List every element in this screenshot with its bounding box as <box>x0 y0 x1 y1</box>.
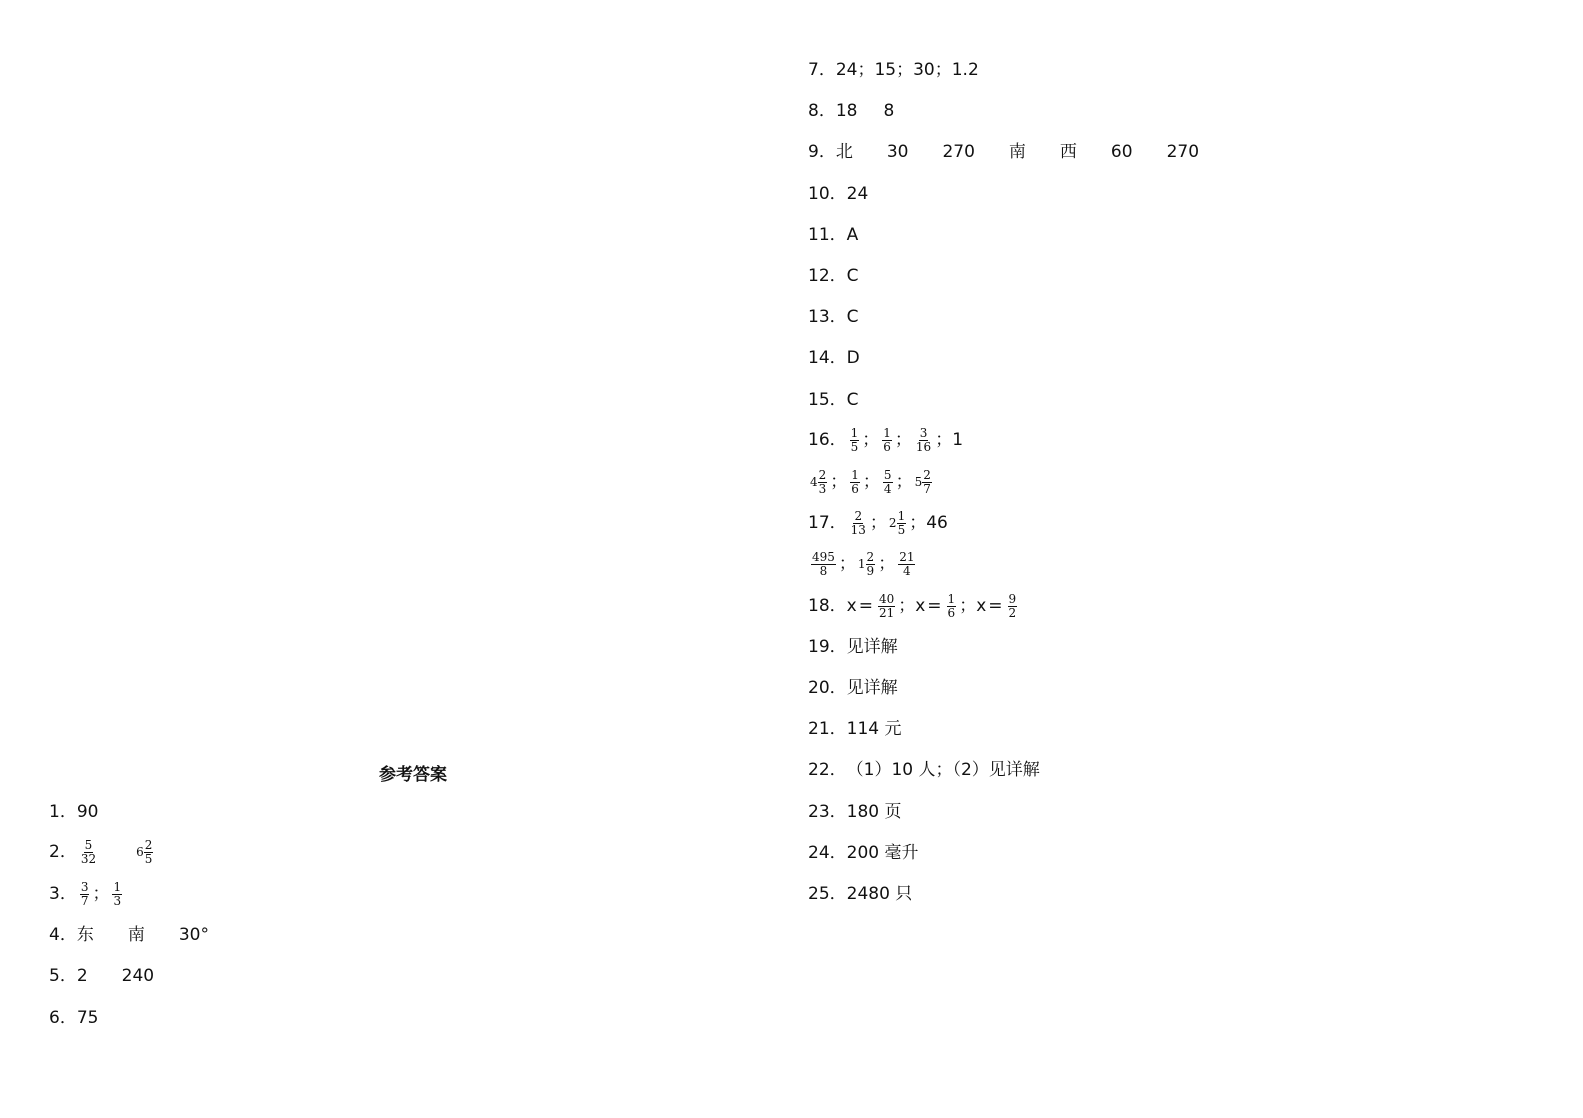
answer-part: 60 <box>1110 142 1133 162</box>
mixed-number: 1 $\frac{2}{9}$ <box>857 549 875 578</box>
mixed-number: 6 $\frac{2}{5}$ <box>136 837 153 866</box>
answer-12 <box>808 262 859 290</box>
answer-number: 6． <box>49 1008 77 1028</box>
answer-22 <box>808 756 1040 784</box>
answer-text: 180 页 <box>846 802 902 822</box>
answer-11 <box>808 221 858 249</box>
answer-number: 16． <box>808 430 847 450</box>
separator: ； <box>862 430 880 450</box>
answer-number: 5． <box>49 966 77 986</box>
answer-number: 17． <box>808 513 847 533</box>
answer-text: C <box>846 266 859 286</box>
answer-23 <box>808 798 902 826</box>
answer-16 <box>808 426 963 454</box>
answer-number: 7． <box>808 60 836 80</box>
answer-8 <box>808 97 894 125</box>
fraction: $\frac{3}{16}$ <box>915 425 932 454</box>
answer-5 <box>49 962 154 990</box>
answer-13 <box>808 303 859 331</box>
answer-9 <box>808 138 1199 166</box>
answer-part: 46 <box>926 513 948 533</box>
answer-part: 18 <box>835 101 858 121</box>
separator: ； <box>935 430 953 450</box>
answer-number: 21． <box>808 719 847 739</box>
answer-key-heading: 参考答案 <box>379 765 447 785</box>
answer-2 <box>49 838 156 866</box>
answer-number: 20． <box>808 678 847 698</box>
answer-number: 18． <box>808 596 847 616</box>
answer-25 <box>808 880 912 908</box>
answer-text: C <box>846 307 859 327</box>
answer-18 <box>808 592 1020 620</box>
answer-text: C <box>846 390 859 410</box>
answer-part: 8 <box>883 101 895 121</box>
answer-number: 11． <box>808 225 847 245</box>
answer-17-continued <box>808 550 918 578</box>
fraction: $\frac{1}{3}$ <box>113 879 122 908</box>
separator: ； <box>878 554 896 574</box>
answer-number: 3． <box>49 884 77 904</box>
answer-number: 2． <box>49 842 77 862</box>
equals-sign: = <box>988 596 1003 616</box>
mixed-number: 4 $\frac{2}{3}$ <box>810 467 827 496</box>
answer-part: 30 <box>886 142 909 162</box>
answer-6 <box>49 1004 98 1032</box>
answer-number: 12． <box>808 266 847 286</box>
separator: ； <box>959 596 977 616</box>
answer-21 <box>808 715 902 743</box>
answer-number: 23． <box>808 802 847 822</box>
variable: x <box>976 596 987 616</box>
answer-text: 200 毫升 <box>846 843 919 863</box>
answer-part: 270 <box>942 142 975 162</box>
answer-text: A <box>846 225 859 245</box>
answer-14 <box>808 344 860 372</box>
answer-16-continued <box>808 468 935 496</box>
answer-10 <box>808 180 868 208</box>
answer-19 <box>808 633 898 661</box>
fraction: $\frac{1}{6}$ <box>883 425 891 454</box>
answer-number: 14． <box>808 348 847 368</box>
variable: x <box>915 596 926 616</box>
separator: ； <box>909 513 927 533</box>
fraction: $\frac{3}{7}$ <box>80 879 89 908</box>
separator: ； <box>895 472 913 492</box>
answer-number: 1． <box>49 802 77 822</box>
answer-number: 15． <box>808 390 847 410</box>
answer-part: 北 <box>835 142 853 162</box>
answer-number: 4． <box>49 925 77 945</box>
answer-text: 见详解 <box>846 637 898 657</box>
answer-number: 13． <box>808 307 847 327</box>
answer-text: D <box>846 348 860 368</box>
separator: ； <box>862 472 880 492</box>
answer-text: 24；15；30；1.2 <box>835 60 979 80</box>
separator: ； <box>894 430 912 450</box>
separator: ； <box>869 513 887 533</box>
fraction: $\frac{1}{6}$ <box>947 591 956 620</box>
answer-text: 114 元 <box>846 719 902 739</box>
separator: ； <box>898 596 916 616</box>
separator: ； <box>830 472 848 492</box>
answer-text: 75 <box>76 1008 99 1028</box>
fraction: $\frac{1}{6}$ <box>851 467 859 496</box>
answer-part: 南 <box>1008 142 1026 162</box>
answer-number: 25． <box>808 884 847 904</box>
answer-text: 见详解 <box>846 678 898 698</box>
answer-part: 1 <box>952 430 964 450</box>
answer-part: 南 <box>127 925 145 945</box>
answer-3 <box>49 880 125 908</box>
answer-text: （1）10 人；（2）见详解 <box>846 760 1040 780</box>
answer-7 <box>808 56 979 84</box>
answer-4 <box>49 921 209 949</box>
answer-number: 10． <box>808 184 847 204</box>
answer-part: 270 <box>1166 142 1200 162</box>
equals-sign: = <box>927 596 942 616</box>
answer-part: 西 <box>1059 142 1077 162</box>
answer-text: 24 <box>846 184 869 204</box>
answer-20 <box>808 674 898 702</box>
answer-part: 30° <box>178 925 209 945</box>
answer-text: 2480 只 <box>846 884 913 904</box>
fraction: $\frac{5}{32}$ <box>80 837 97 866</box>
answer-part: 东 <box>76 925 94 945</box>
answer-number: 8． <box>808 101 836 121</box>
mixed-number: 2 $\frac{1}{5}$ <box>888 508 906 537</box>
answer-15 <box>808 386 859 414</box>
answer-part: 2 <box>76 966 88 986</box>
answer-number: 19． <box>808 637 847 657</box>
fraction: $\frac{1}{5}$ <box>850 425 859 454</box>
fraction: $\frac{21}{4}$ <box>899 549 915 578</box>
answer-24 <box>808 839 919 867</box>
answer-number: 9． <box>808 142 836 162</box>
answer-number: 24． <box>808 843 847 863</box>
fraction: $\frac{5}{4}$ <box>883 467 892 496</box>
answer-1 <box>49 798 98 826</box>
fraction: $\frac{40}{21}$ <box>878 591 895 620</box>
fraction: $\frac{2}{13}$ <box>850 508 866 537</box>
separator: ； <box>838 554 856 574</box>
fraction: $\frac{495}{8}$ <box>812 549 835 578</box>
variable: x <box>846 596 857 616</box>
mixed-number: 5 $\frac{2}{7}$ <box>914 467 931 496</box>
answer-part: 240 <box>121 966 155 986</box>
separator: ； <box>92 884 110 904</box>
equals-sign: = <box>858 596 873 616</box>
answer-17 <box>808 509 948 537</box>
answer-number: 22． <box>808 760 847 780</box>
fraction: $\frac{9}{2}$ <box>1008 591 1017 620</box>
answer-text: 90 <box>76 802 99 822</box>
